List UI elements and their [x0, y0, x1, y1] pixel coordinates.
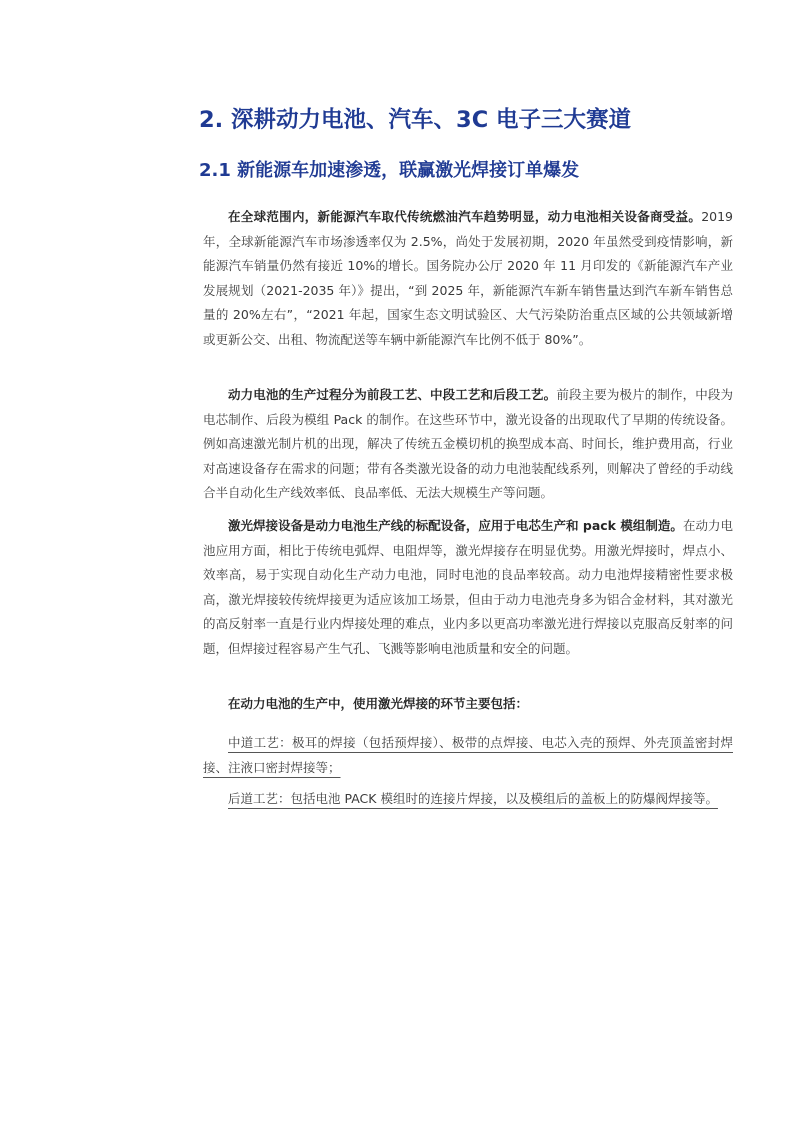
paragraph-lead: 激光焊接设备是动力电池生产线的标配设备，应用于电芯生产和 pack 模组制造。 — [228, 518, 683, 533]
back-process-text: 后道工艺：包括电池 PACK 模组时的连接片焊接，以及模组后的盖板上的防爆阀焊接等。 — [228, 791, 718, 806]
paragraph-lead: 在动力电池的生产中，使用激光焊接的环节主要包括： — [228, 696, 529, 711]
list-item-back-process — [203, 787, 733, 812]
paragraph-body: 前段主要为极片的制作，中段为电芯制作、后段为模组 Pack 的制作。在这些环节中，激光设备的出现取代了早期的传统设备。例如高速激光制片机的出现，解决了传统五金模切机的换型成本高、时间长，维护费用高，行业对高速设备存在需求的问题；带有各类激光设备的动力电池装配线系列，则解决了曾经的手动线合半自动化生产线效率低、良品率低、无法大规模生产等问题。 — [203, 387, 733, 500]
middle-process-text: 中道工艺：极耳的焊接（包括预焊接）、极带的点焊接、电芯入壳的预焊、外壳顶盖密封焊接、注液口密封焊接等； — [203, 735, 733, 775]
paragraph-ev-trend — [203, 205, 733, 352]
paragraph-lead: 在全球范围内，新能源汽车取代传统燃油汽车趋势明显，动力电池相关设备商受益。 — [228, 209, 702, 224]
paragraph-body: 2019 年，全球新能源汽车市场渗透率仅为 2.5%，尚处于发展初期，2020 年虽然受到疫情影响，新能源汽车销量仍然有接近 10%的增长。国务院办公厅 2020 年 11 月印发的《新能源汽车产业发展规划（2021-2035 年）》提出，“到 2025 年，新能源汽车新车销售量达到汽车新车销售总量的 20%左右”，“2021 年起，国家生态文明试验区、大气污染防治重点区域的公共领域新增或更新公交、出租、物流配送等车辆中新能源汽车比例不低于 80%”。 — [203, 209, 733, 347]
list-item-middle-process — [203, 731, 733, 780]
paragraph-body: 在动力电池应用方面，相比于传统电弧焊、电阻焊等，激光焊接存在明显优势。用激光焊接时，焊点小、效率高，易于实现自动化生产动力电池，同时电池的良品率较高。动力电池焊接精密性要求极高，激光焊接较传统焊接更为适应该加工场景，但由于动力电池壳身多为铝合金材料，其对激光的高反射率一直是行业内焊接处理的难点，业内多以更高功率激光进行焊接以克服高反射率的问题，但焊接过程容易产生气孔、飞溅等影响电池质量和安全的问题。 — [203, 518, 733, 656]
paragraph-welding-steps-intro — [203, 692, 733, 717]
section-heading: 2. 深耕动力电池、汽车、3C 电子三大赛道 — [199, 107, 632, 133]
paragraph-laser-welding — [203, 514, 733, 661]
subsection-heading: 2.1 新能源车加速渗透，联赢激光焊接订单爆发 — [199, 160, 580, 181]
paragraph-battery-process — [203, 383, 733, 506]
paragraph-lead: 动力电池的生产过程分为前段工艺、中段工艺和后段工艺。 — [228, 387, 557, 402]
